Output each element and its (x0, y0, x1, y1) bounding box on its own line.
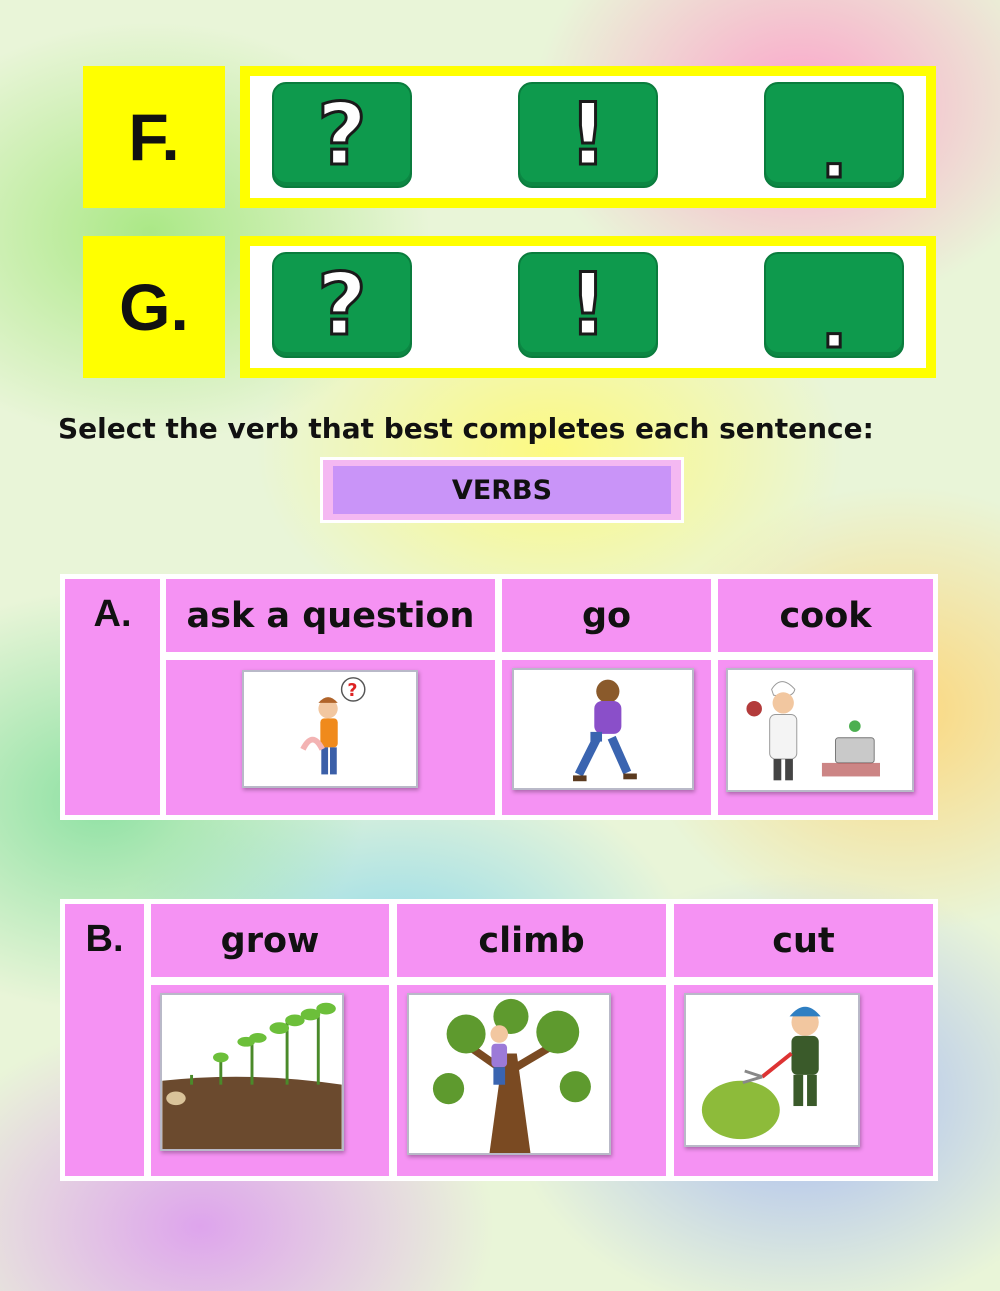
image-cell-cook (718, 660, 933, 815)
plants-growing-image (160, 993, 344, 1151)
verb-label: grow (220, 920, 320, 961)
period-button-g[interactable] (764, 252, 904, 364)
verb-option-cut[interactable] (674, 904, 933, 977)
row-letter-f-label: F. (128, 100, 180, 174)
verb-grid-a (60, 574, 938, 820)
image-cell-climb (397, 985, 666, 1176)
verb-label: climb (478, 920, 585, 961)
image-cell-go (502, 660, 711, 815)
image-cell-grow (151, 985, 389, 1176)
svg-text:?: ? (347, 681, 358, 702)
exclamation-mark-icon: ! (568, 85, 608, 185)
verb-label: cut (772, 920, 835, 961)
verb-option-ask-a-question[interactable] (166, 579, 495, 652)
group-b-letter-cell (65, 904, 144, 1176)
exclamation-mark-button-g[interactable] (518, 252, 658, 358)
verbs-title: VERBS (333, 466, 671, 514)
row-letter-g (83, 236, 225, 378)
question-mark-button-f[interactable] (272, 82, 412, 188)
question-mark-button-g[interactable] (272, 252, 412, 358)
boy-climbing-tree-image (407, 993, 611, 1155)
image-cell-cut (674, 985, 933, 1176)
period-icon: . (820, 112, 848, 194)
verb-label: ask a question (186, 595, 475, 636)
verbs-title-box (320, 457, 684, 523)
boy-walking-image (512, 668, 694, 790)
row-letter-f (83, 66, 225, 208)
gardener-cutting-bush-image (684, 993, 860, 1147)
image-cell-ask (166, 660, 495, 815)
instruction-text: Select the verb that best completes each sentence: (58, 412, 874, 445)
verb-label: go (581, 595, 632, 636)
row-letter-g-label: G. (119, 270, 189, 344)
group-a-letter-cell (65, 579, 160, 815)
question-mark-icon: ? (317, 85, 367, 185)
question-mark-icon: ? (317, 255, 367, 355)
verb-option-cook[interactable] (718, 579, 933, 652)
group-b-letter: B. (85, 918, 124, 960)
verb-label: cook (779, 595, 872, 636)
punctuation-options-g (240, 236, 936, 378)
group-a-letter: A. (93, 593, 132, 635)
verb-grid-b (60, 899, 938, 1181)
verb-option-climb[interactable] (397, 904, 666, 977)
exclamation-mark-button-f[interactable] (518, 82, 658, 188)
period-icon: . (820, 282, 848, 364)
verb-option-grow[interactable] (151, 904, 389, 977)
punctuation-options-f (240, 66, 936, 208)
period-button-f[interactable] (764, 82, 904, 194)
boy-asking-question-image (242, 670, 418, 788)
verb-option-go[interactable] (502, 579, 711, 652)
exclamation-mark-icon: ! (568, 255, 608, 355)
chef-cooking-image (726, 668, 914, 792)
